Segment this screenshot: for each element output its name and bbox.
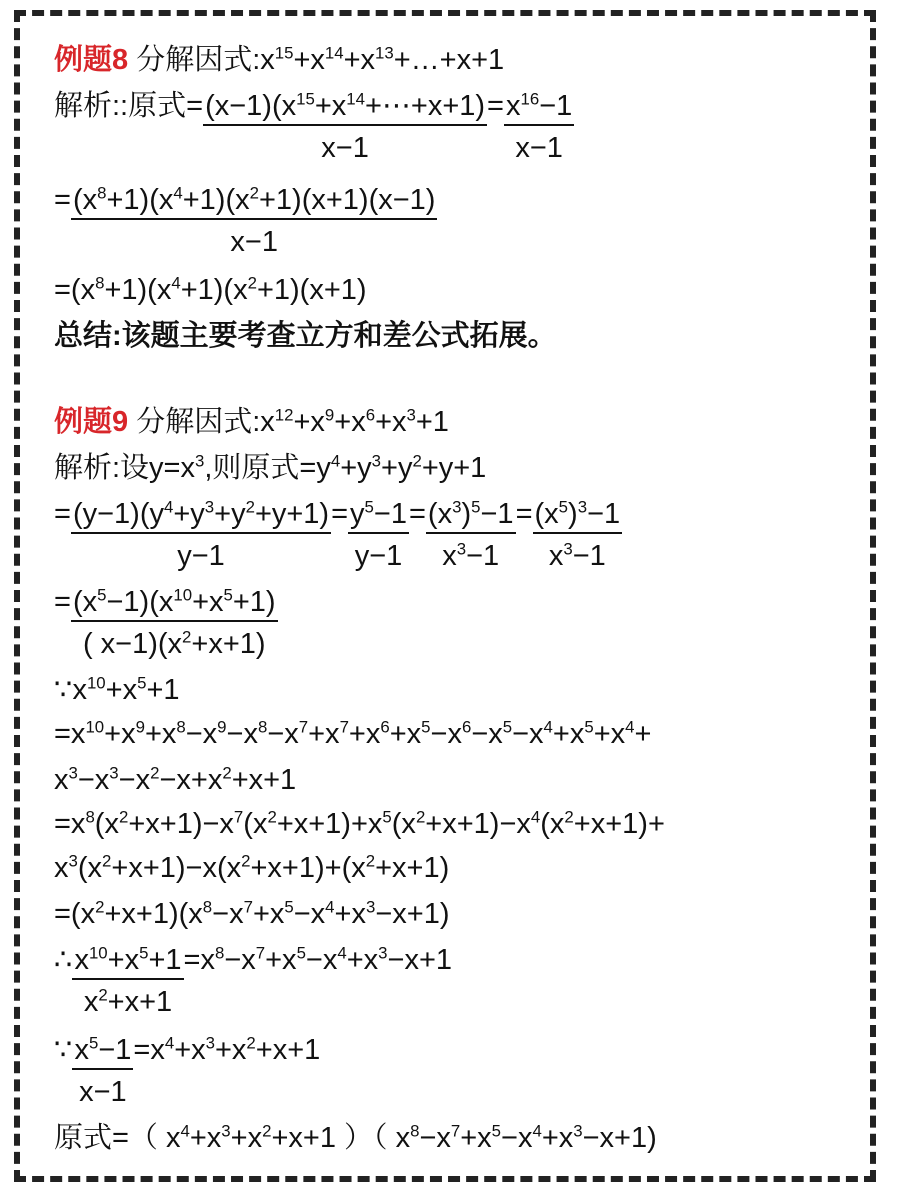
ex9-because-2: ∵ $\frac{x^5-1}{x-1}$ $=x^4+x^3+x^2+x+1$	[54, 1033, 321, 1108]
ex9-fraction-6: $\frac{x^{10}+x^5+1}{x^2+x+1}$	[74, 943, 182, 1018]
ex8-step-2: = $\frac{(x^8+1)(x^4+1)(x^2+1)(x+1)(x-1)}{x-1}$	[54, 183, 436, 258]
ex9-fraction-5: $\frac{(x^5-1)(x^{10}+x^5+1)}{( x-1)(x^2+x+1)}$	[72, 585, 276, 660]
ex9-result: 原式=（ $x^4+x^3+x^2+x+1$ ）（ $x^8-x^7+x^5-x^4+x^3-x+1$)	[54, 1121, 657, 1154]
ex9-expand-2: $x^3-x^3-x^2-x+x^2+x+1$	[54, 763, 297, 796]
ex9-because-1: $\because x^{10}+x^5+1$	[54, 673, 180, 706]
ex9-fraction-1: $\frac{(y-1)(y^4+y^3+y^2+y+1)}{y-1}$	[72, 497, 330, 572]
ex9-title-prefix: 分解因式:	[128, 406, 261, 438]
ex8-tag: 例题8	[54, 44, 129, 76]
ex9-fraction-7: $\frac{x^5-1}{x-1}$	[74, 1033, 132, 1108]
ex9-fraction-2: $\frac{y^5-1}{y-1}$	[350, 497, 407, 572]
ex8-title	[54, 42, 504, 78]
ex9-tag: 例题9	[54, 406, 129, 438]
ex8-summary: 总结:该题主要考查立方和差公式拓展。	[54, 320, 557, 352]
ex8-analysis: 解析::原式= $\frac{(x-1)(x^{15}+x^{14}+\cdots+x+1)}{x-1}$ = $\frac{x^{16}-1}{x-1}$	[54, 89, 573, 164]
ex9-result-prefix: 原式=（ x	[54, 1122, 181, 1154]
ex8-step-3: $=(x^8+1)(x^4+1)(x^2+1)(x+1)$	[54, 273, 367, 306]
ex9-analysis-prefix: 解析:设y=x	[54, 452, 195, 484]
ex8-fraction-3: $\frac{(x^8+1)(x^4+1)(x^2+1)(x+1)(x-1)}{x-1}$	[72, 183, 436, 258]
ex8-fraction-2: $\frac{x^{16}-1}{x-1}$	[505, 89, 573, 164]
ex8-fraction-1: $\frac{(x-1)(x^{15}+x^{14}+\cdots+x+1)}{x-1}$	[205, 89, 486, 164]
ex9-factor: $=(x^2+x+1)(x^8-x^7+x^5-x^4+x^3-x+1)$	[54, 897, 450, 930]
ex9-analysis: 解析:设$y=x^3$,则原式$=y^4+y^3+y^2+y+1$	[54, 451, 487, 484]
ex9-fraction-3: $\frac{(x^3)^5-1}{x^3-1}$	[427, 497, 514, 572]
ex9-analysis-mid: ,则原式=y	[204, 452, 331, 484]
ex9-expand-1: $=x^{10}+x^9+x^8-x^9-x^8-x^7+x^7+x^6+x^5-x^6-x^5-x^4+x^5+x^4+$	[54, 717, 652, 750]
ex9-step-2: = $\frac{(y-1)(y^4+y^3+y^2+y+1)}{y-1}$ = $\frac{y^5-1}{y-1}$ = $\frac{(x^3)^5-1}{x^3-1}$ = $\frac{(x^5)^3-1}{x^3-1}$	[54, 497, 621, 572]
ex8-title-prefix: 分解因式:	[128, 44, 261, 76]
ex8-expression: $x^{15}+x^{14}+x^{13}+\dots+x+1$	[260, 43, 505, 76]
ex8-analysis-prefix: 解析::原式=	[54, 90, 204, 122]
ex9-step-3: = $\frac{(x^5-1)(x^{10}+x^5+1)}{( x-1)(x^2+x+1)}$	[54, 585, 276, 660]
ex9-title	[54, 404, 449, 440]
ex9-group-1: $=x^8(x^2+x+1)-x^7(x^2+x+1)+x^5(x^2+x+1)-x^4(x^2+x+1)+$	[54, 807, 665, 840]
ex9-group-2: $x^3(x^2+x+1)-x(x^2+x+1)+(x^2+x+1)$	[54, 851, 450, 884]
ex9-expression: $x^{12}+x^9+x^6+x^3+1$	[260, 405, 449, 438]
ex9-fraction-4: $\frac{(x^5)^3-1}{x^3-1}$	[534, 497, 621, 572]
ex9-therefore: ∴ $\frac{x^{10}+x^5+1}{x^2+x+1}$ $=x^8-x^7+x^5-x^4+x^3-x+1$	[54, 943, 453, 1018]
